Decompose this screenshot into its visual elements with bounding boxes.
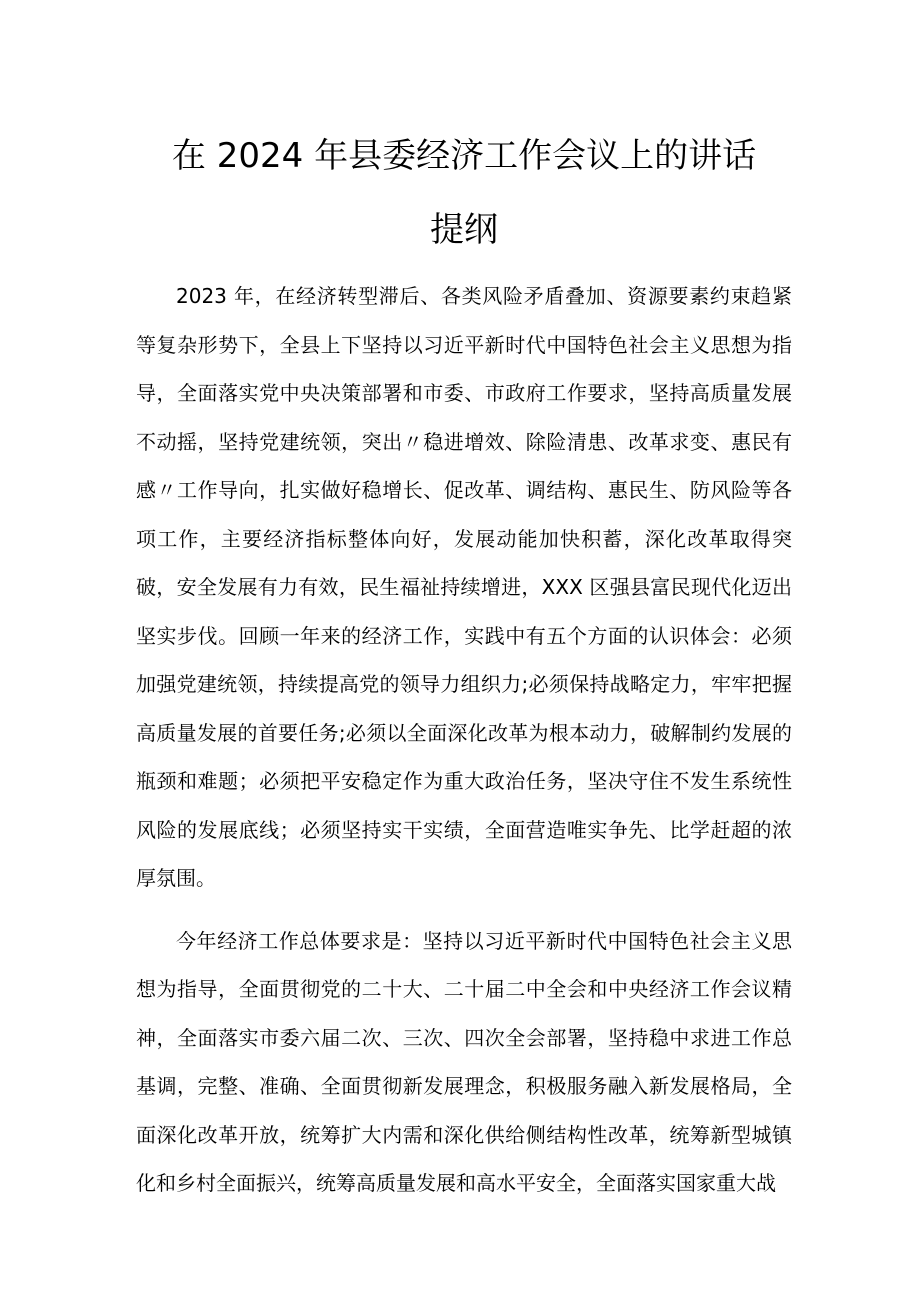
paragraph-2: 今年经济工作总体要求是：坚持以习近平新时代中国特色社会主义思想为指导，全面贯彻党的二十大、二十届二中全会和中央经济工作会议精神，全面落实市委六届二次、三次、四次全会部署，坚持稳中求进工作总基调，完整、准确、全面贯彻新发展理念，积极服务融入新发展格局，全面深化改革开放，统筹扩大内需和深化供给侧结构性改革，统筹新型城镇化和乡村全面振兴，统筹高质量发展和高水平安全，全面落实国家重大战 — [136, 928, 792, 1195]
paragraph-1: 2023 年，在经济转型滞后、各类风险矛盾叠加、资源要素约束趋紧等复杂形势下，全县上下坚持以习近平新时代中国特色社会主义思想为指导，全面落实党中央决策部署和市委、市政府工作要求，坚持高质量发展不动摇，坚持党建统领，突出〃稳进增效、除险清患、改革求变、惠民有感〃工作导向，扎实做好稳增长、促改革、调结构、惠民生、防风险等各项工作，主要经济指标整体向好，发展动能加快积蓄，深化改革取得突破，安全发展有力有效，民生福祉持续增进，XXX 区强县富民现代化迈出坚实步伐。回顾一年来的经济工作，实践中有五个方面的认识体会：必须加强党建统领，持续提高党的领导力组织力;必须保持战略定力，牢牢把握高质量发展的首要任务;必须以全面深化改革为根本动力，破解制约发展的瓶颈和难题；必须把平安稳定作为重大政治任务，坚决守住不发生系统性风险的发展底线；必须坚持实干实绩，全面营造唯实争先、比学赶超的浓厚氛围。 — [136, 284, 792, 890]
title-line-2: 提纲 — [430, 210, 498, 250]
title-line-1: 在 2024 年县委经济工作会议上的讲话 — [171, 136, 757, 176]
document-title — [136, 134, 792, 252]
document-body — [136, 272, 792, 1208]
